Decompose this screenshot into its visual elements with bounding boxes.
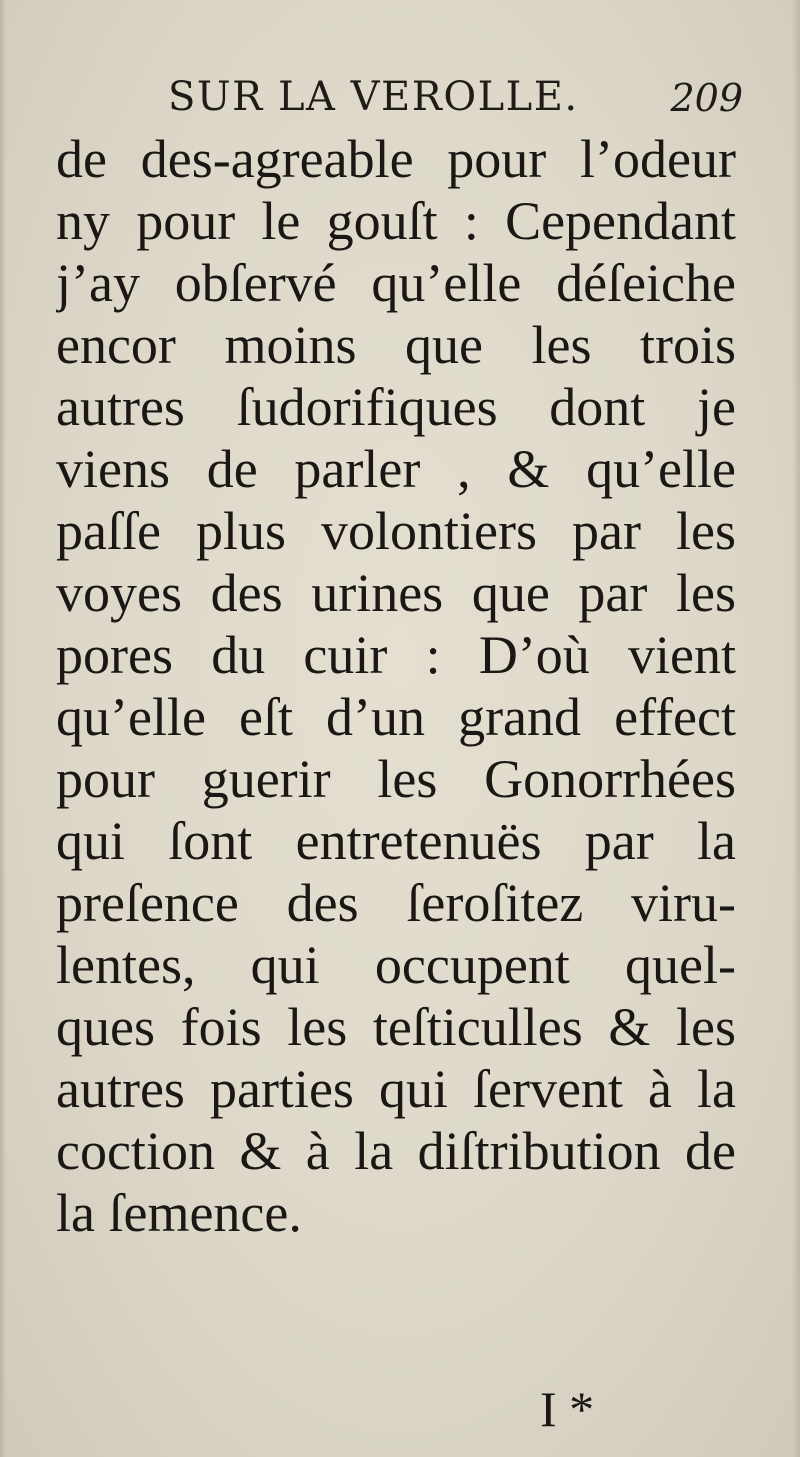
text-line: la ſemence. <box>56 1183 302 1243</box>
text-line: paſſe plus volontiers par les <box>56 501 736 561</box>
text-line: j’ay obſervé qu’elle déſeiche <box>56 253 736 313</box>
running-head: SUR LA VEROLLE. <box>168 74 579 120</box>
text-line: preſence des ſeroſitez viru- <box>56 873 736 933</box>
signature-mark: I * <box>540 1381 595 1437</box>
text-line: autres ſudorifiques dont je <box>56 377 736 437</box>
text-line: qu’elle eſt d’un grand effect <box>56 687 736 747</box>
text-line: encor moins que les trois <box>56 315 736 375</box>
text-line: qui ſont entretenuës par la <box>56 811 736 871</box>
page-header <box>168 74 743 134</box>
page-edge-right <box>792 0 800 1457</box>
text-line: ques fois les teſticulles & les <box>56 997 736 1057</box>
text-line: ny pour le gouſt : Cependant <box>56 191 736 251</box>
text-line: viens de parler , & qu’elle <box>56 439 736 499</box>
text-line: lentes, qui occupent quel- <box>56 935 736 995</box>
page-number: 209 <box>670 76 743 120</box>
text-line: autres parties qui ſervent à la <box>56 1059 736 1119</box>
text-line: voyes des urines que par les <box>56 563 736 623</box>
text-line: coction & à la diſtribution de <box>56 1121 736 1181</box>
text-line: de des-agreable pour l’odeur <box>56 129 736 189</box>
text-line: pour guerir les Gonorrhées <box>56 749 736 809</box>
body-text <box>56 128 736 1244</box>
page-edge-left <box>0 0 6 1457</box>
text-line: pores du cuir : D’où vient <box>56 625 736 685</box>
